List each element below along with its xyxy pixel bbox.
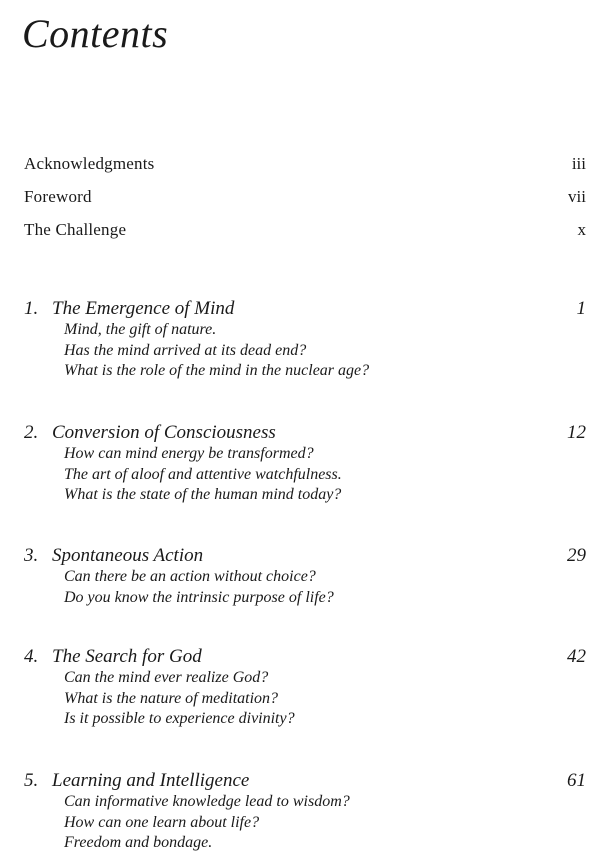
chapter-entry-3 xyxy=(24,545,586,608)
chapter-page-number: 1 xyxy=(576,298,586,319)
chapter-number: 2. xyxy=(24,422,39,443)
topic-item: Is it possible to experience divinity? xyxy=(64,710,295,727)
chapter-heading[interactable] xyxy=(24,545,586,567)
chapter-number: 3. xyxy=(24,545,39,566)
front-matter-item-acknowledgments[interactable] xyxy=(24,154,586,174)
topic-item: Has the mind arrived at its dead end? xyxy=(64,341,307,359)
topic-item: What is the state of the human mind today? xyxy=(64,486,342,503)
chapter-heading[interactable] xyxy=(24,422,586,444)
front-matter-page-number: x xyxy=(577,220,586,239)
chapter-number: 4. xyxy=(24,646,39,667)
front-matter-page-number: iii xyxy=(571,154,586,173)
chapter-topics xyxy=(24,567,586,608)
chapter-title: The Emergence of Mind xyxy=(52,298,235,319)
chapter-entry-1 xyxy=(24,298,586,382)
front-matter-item-foreword[interactable] xyxy=(24,187,586,207)
page-title: Contents xyxy=(22,11,169,56)
front-matter-page-number: vii xyxy=(568,187,586,206)
topic-item: The art of aloof and attentive watchfulness. xyxy=(64,465,342,483)
topic-item: What is the role of the mind in the nuclear age? xyxy=(64,362,370,379)
chapter-page-number: 42 xyxy=(567,646,586,667)
chapter-heading[interactable] xyxy=(24,646,586,668)
chapter-entry-5 xyxy=(24,770,586,854)
chapter-page-number: 12 xyxy=(567,422,586,443)
chapter-topics xyxy=(24,444,586,506)
topic-item: Do you know the intrinsic purpose of life? xyxy=(64,588,334,606)
front-matter-item-the-challenge[interactable] xyxy=(24,220,586,240)
topic-item: Can there be an action without choice? xyxy=(64,568,316,585)
chapter-title: Learning and Intelligence xyxy=(52,770,250,791)
topic-item: Mind, the gift of nature. xyxy=(64,321,217,338)
chapter-number: 1. xyxy=(24,298,39,319)
topic-item: What is the nature of meditation? xyxy=(64,689,279,707)
front-matter-label: Foreword xyxy=(24,187,92,206)
chapter-number: 5. xyxy=(24,770,39,791)
chapter-title: The Search for God xyxy=(52,646,202,667)
front-matter-label: Acknowledgments xyxy=(24,154,155,173)
front-matter-label: The Challenge xyxy=(24,220,127,239)
chapter-entry-4 xyxy=(24,646,586,730)
topic-item: Can informative knowledge lead to wisdom? xyxy=(64,793,350,810)
chapter-heading[interactable] xyxy=(24,770,586,792)
topic-item: Freedom and bondage. xyxy=(64,834,213,851)
topic-item: Can the mind ever realize God? xyxy=(64,669,269,686)
topic-item: How can one learn about life? xyxy=(64,813,260,831)
chapter-title: Conversion of Consciousness xyxy=(52,422,276,443)
chapter-heading[interactable] xyxy=(24,298,586,320)
chapter-topics xyxy=(24,668,586,730)
chapter-topics xyxy=(24,792,586,854)
chapter-entry-2 xyxy=(24,422,586,506)
chapter-page-number: 29 xyxy=(567,545,586,566)
chapter-page-number: 61 xyxy=(567,770,586,791)
chapter-title: Spontaneous Action xyxy=(52,545,204,566)
chapter-topics xyxy=(24,320,586,382)
topic-item: How can mind energy be transformed? xyxy=(64,445,314,462)
